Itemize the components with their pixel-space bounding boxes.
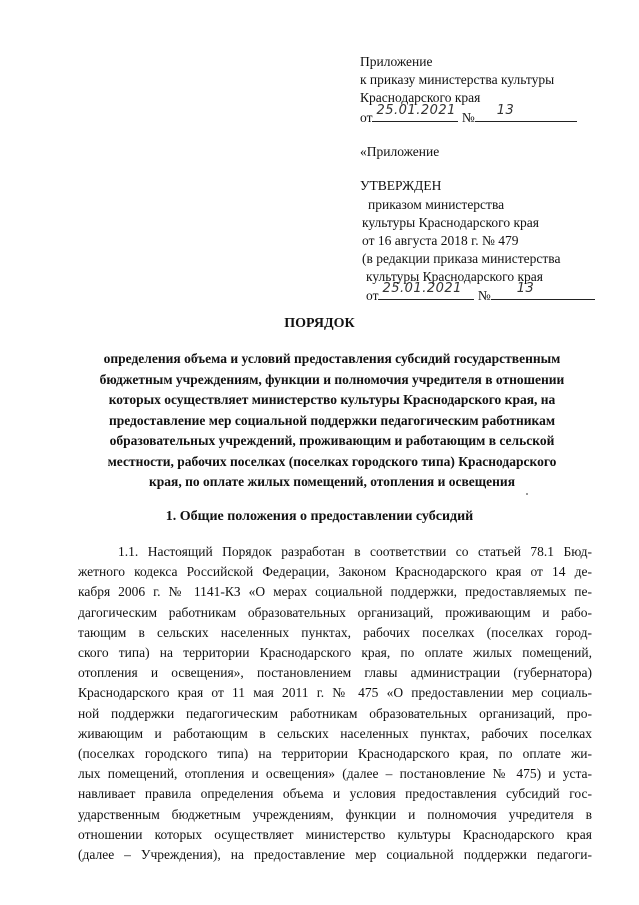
appendix-date-handwritten: 25.01.2021 <box>376 103 456 118</box>
body-line: жетного кодекса Российской Федерации, Законом Краснодарского края от 14 де- <box>78 564 592 580</box>
body-line: лых помещений, отопления и освещения» (далее – постановление № 475) и уста- <box>78 766 592 782</box>
appendix-line-2: к приказу министерства культуры <box>360 72 555 87</box>
appendix-line-1: Приложение <box>360 54 433 69</box>
approved-line-4: (в редакции приказа министерства <box>362 251 561 266</box>
section-heading: 1. Общие положения о предоставлении субсидий <box>165 509 474 524</box>
approved-number-field <box>491 281 595 300</box>
body-line: отопления и освещения», постановлением главы администрации (губернатора) <box>78 665 592 681</box>
approved-heading: УТВЕРЖДЕН <box>360 178 442 193</box>
body-paragraph <box>78 542 592 865</box>
approved-date-line <box>366 281 595 305</box>
approved-date-handwritten: 25.01.2021 <box>382 281 462 296</box>
document-subtitle: определения объема и условий предоставления субсидий государственным бюджетным учреждениям, функции и полномочия учредителя в отношении которых осуществляет министерство культуры Краснодарского края, на предоставление мер социальной поддержки педагогическим работникам образовательных учреждений, проживающим и работающим в сельской местности, рабочих поселках (поселках городского типа) Краснодарского края, по оплате жилых помещений, отопления и освещения <box>99 351 565 489</box>
body-line: тающим в сельских населенных пунктах, рабочих поселках (поселках город- <box>78 624 592 640</box>
approved-line-1: приказом министерства <box>368 197 505 212</box>
body-line: Краснодарского края от 11 мая 2011 г. № 475 «О предоставлении мер социаль- <box>78 685 592 701</box>
approved-number-handwritten: 13 <box>516 281 535 296</box>
approved-number-label: № <box>477 288 491 303</box>
appendix-line-3: Краснодарского края <box>360 90 481 105</box>
body-line: живающим и работающим в сельских населенных пунктах, рабочих поселках <box>78 725 592 741</box>
body-line: ной поддержки педагогическим работникам образовательных организаций, про- <box>78 705 592 721</box>
body-line: дагогическим работникам образовательных организаций, проживающим и рабо- <box>78 604 592 620</box>
approved-date-prefix: от <box>366 288 379 303</box>
document-title: ПОРЯДОК <box>284 316 355 331</box>
appendix-date-field <box>372 103 458 122</box>
approved-line-2: культуры Краснодарского края <box>362 215 539 230</box>
appendix-number-field <box>475 103 577 122</box>
scan-speck <box>526 493 528 495</box>
body-line: 1.1. Настоящий Порядок разработан в соответствии со статьей 78.1 Бюд- <box>118 544 592 559</box>
approved-date-field <box>378 281 474 300</box>
approved-line-5: культуры Краснодарского края <box>366 269 543 284</box>
body-line: кабря 2006 г. № 1141-КЗ «О мерах социальной поддержки, предоставляемых пе- <box>78 584 592 600</box>
appendix-date-line <box>360 103 577 127</box>
quote-appendix: «Приложение <box>360 144 440 159</box>
body-line: ского типа) на территории Краснодарского края, по оплате жилых помещений, <box>78 645 592 661</box>
body-line: (поселках городского типа) на территории Краснодарского края, по оплате жи- <box>78 746 592 762</box>
approved-line-3: от 16 августа 2018 г. № 479 <box>362 233 519 248</box>
appendix-number-label: № <box>461 110 475 125</box>
body-line: ударственным бюджетным учреждениям, функции и полномочия учредителя в <box>78 806 592 822</box>
body-line: отношении которых осуществляет министерство культуры Краснодарского края <box>78 826 592 842</box>
body-line: (далее – Учреждения), на предоставление мер социальной поддержки педагоги- <box>78 847 592 863</box>
appendix-number-handwritten: 13 <box>496 103 515 118</box>
body-line: навливает правила определения объема и условия предоставления субсидий гос- <box>78 786 592 802</box>
appendix-date-prefix: от <box>360 110 373 125</box>
